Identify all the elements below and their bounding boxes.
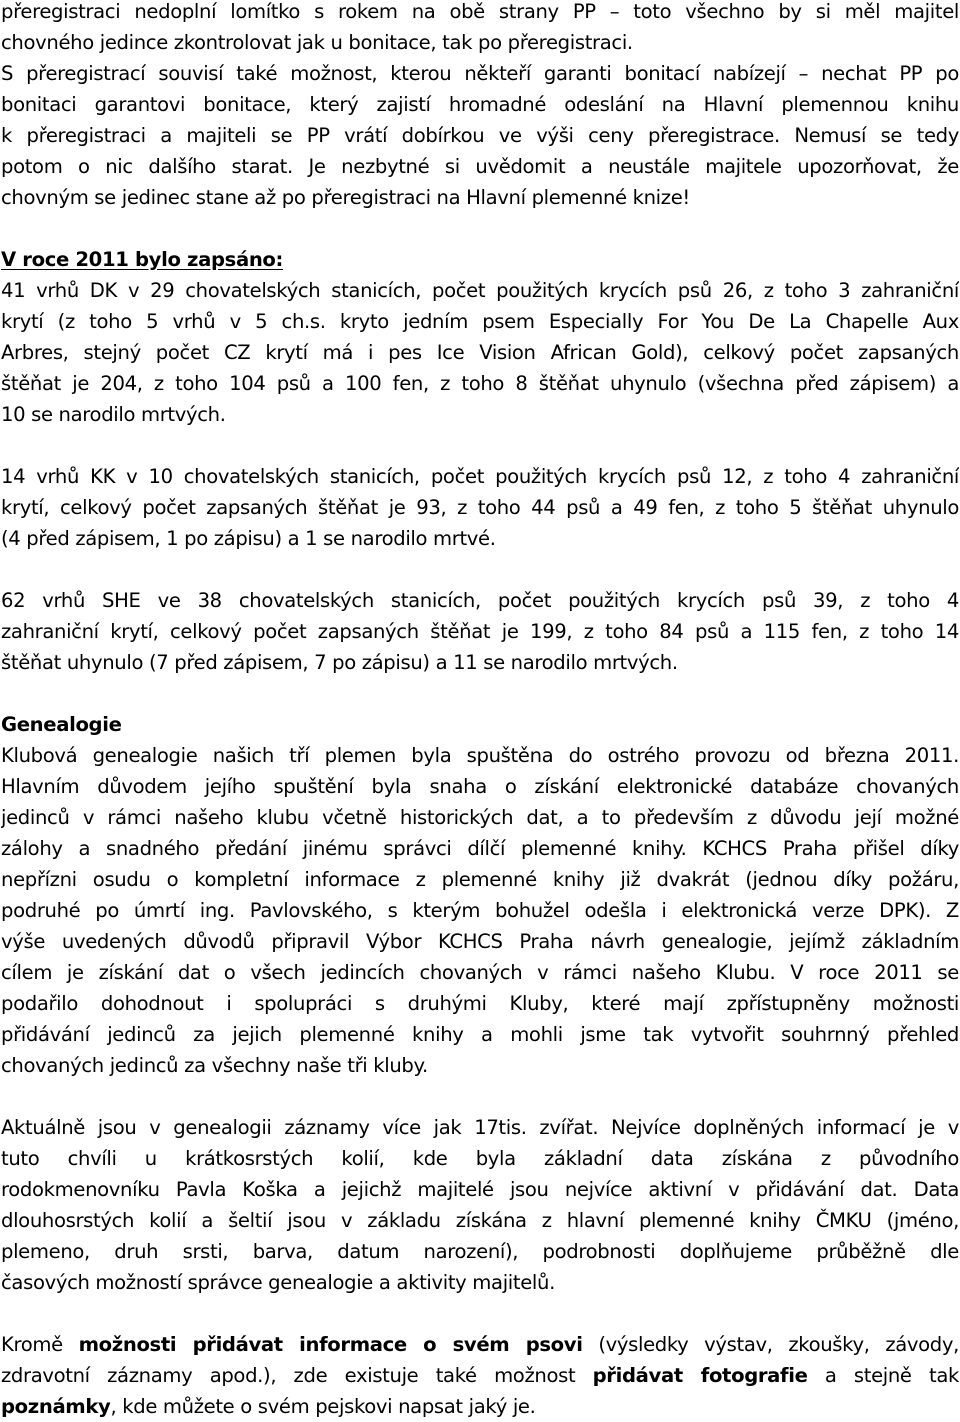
text-run: a stejně tak xyxy=(807,1364,959,1387)
emphasis-notes: poznámky xyxy=(1,1395,111,1418)
text-line: štěňat uhynulo (7 před zápisem, 7 po zápisu) a 11 se narodilo mrtvých. xyxy=(1,651,678,674)
text-run: Kromě xyxy=(1,1333,79,1356)
text-line: 14 vrhů KK v 10 chovatelských stanicích, počet použitých krycích psů 12, z toho 4 zahraniční xyxy=(1,465,959,488)
text-line xyxy=(1,1360,959,1391)
text-line: Arbres, stejný počet CZ krytí má i pes Ice Vision African Gold), celkový počet zapsaných xyxy=(1,341,959,364)
text-line: přidávání jedinců za jejich plemenné knihy a mohli jsme tak vytvořit souhrnný přehled xyxy=(1,1023,959,1046)
section-heading-genealogie: Genealogie xyxy=(1,713,122,736)
section-heading-2011: V roce 2011 bylo zapsáno: xyxy=(1,248,284,271)
text-run: zdravotní záznamy apod.), zde existuje také možnost xyxy=(1,1364,593,1387)
document-page xyxy=(1,0,959,1422)
text-line: Aktuálně jsou v genealogii záznamy více jak 17tis. zvířat. Nejvíce doplněných informací je v xyxy=(1,1116,959,1139)
paragraph-spacer xyxy=(1,1298,959,1329)
text-line: Hlavním důvodem jejího spuštění byla snaha o získání elektronické databáze chovaných xyxy=(1,775,959,798)
text-line: cílem je získání dat o všech jedincích chovaných v rámci našeho Klubu. V roce 2011 se xyxy=(1,961,959,984)
paragraph-genealogie-features xyxy=(1,1329,959,1422)
text-line: tuto chvíli u krátkosrstých kolií, kde byla základní data získána z původního xyxy=(1,1147,959,1170)
paragraph-dk-stats xyxy=(1,275,959,430)
text-line: jedinců v rámci našeho klubu včetně historických dat, a to především z důvodu její možné xyxy=(1,806,959,829)
paragraph-spacer xyxy=(1,430,959,461)
text-line: (4 před zápisem, 1 po zápisu) a 1 se narodilo mrtvé. xyxy=(1,527,496,550)
text-line: dlouhosrstých kolií a šeltií jsou v základu získána z hlavní plemenné knihy ČMKU (jméno, xyxy=(1,1209,959,1232)
text-line: rodokmenovníku Pavla Koška a jejichž majitelé jsou nejvíce aktivní v přidávání dat. Data xyxy=(1,1178,959,1201)
paragraph-preregistrace-garant xyxy=(1,58,959,213)
paragraph-spacer xyxy=(1,213,959,244)
text-line: krytí, celkový počet zapsaných štěňat je 93, z toho 44 psů a 49 fen, z toho 5 štěňat uhynulo xyxy=(1,496,959,519)
text-line: S přeregistrací souvisí také možnost, kterou někteří garanti bonitací nabízejí – nechat PP po xyxy=(1,62,959,85)
paragraph-spacer xyxy=(1,554,959,585)
text-line xyxy=(1,1391,959,1422)
paragraph-she-stats xyxy=(1,585,959,678)
paragraph-genealogie-intro xyxy=(1,740,959,1081)
paragraph-genealogie-current xyxy=(1,1112,959,1298)
text-line: 10 se narodilo mrtvých. xyxy=(1,403,226,426)
text-line: štěňat je 204, z toho 104 psů a 100 fen, z toho 8 štěňat uhynulo (všechna před zápisem) a xyxy=(1,372,959,395)
emphasis-add-photos: přidávat fotografie xyxy=(592,1364,808,1387)
text-line: plemeno, druh srsti, barva, datum narození), podrobnosti doplňujeme průběžně dle xyxy=(1,1240,959,1263)
text-line xyxy=(1,1329,959,1360)
text-line: přeregistraci nedoplní lomítko s rokem na obě strany PP – toto všechno by si měl majitel xyxy=(1,0,959,23)
text-line: krytí (z toho 5 vrhů v 5 ch.s. kryto jedním psem Especially For You De La Chapelle Aux xyxy=(1,310,959,333)
paragraph-kk-stats xyxy=(1,461,959,554)
text-line: nepřízni osudu o kompletní informace z plemenné knihy již dvakrát (jednou díky požáru, xyxy=(1,868,959,891)
text-line: k přeregistraci a majiteli se PP vrátí dobírkou ve výši ceny přeregistrace. Nemusí se tedy xyxy=(1,124,959,147)
text-line: časových možností správce genealogie a aktivity majitelů. xyxy=(1,1271,555,1294)
text-line: zahraniční krytí, celkový počet zapsaných štěňat je 199, z toho 84 psů a 115 fen, z toho 14 xyxy=(1,620,959,643)
text-line: zálohy a snadného předání jinému správci dílčí plemenné knihy. KCHCS Praha přišel díky xyxy=(1,837,959,860)
paragraph-preregistrace-check xyxy=(1,0,959,58)
text-line: chovaných jedinců za všechny naše tři kluby. xyxy=(1,1054,428,1077)
text-line: chovným se jedinec stane až po přeregistraci na Hlavní plemenné knize! xyxy=(1,186,690,209)
paragraph-spacer xyxy=(1,1081,959,1112)
text-line: podařilo dohodnout i spolupráci s druhými Kluby, které mají zpřístupněny možnosti xyxy=(1,992,959,1015)
text-line: chovného jedince zkontrolovat jak u bonitace, tak po přeregistraci. xyxy=(1,31,633,54)
text-line: bonitaci garantovi bonitace, který zajistí hromadné odeslání na Hlavní plemennou knihu xyxy=(1,93,959,116)
text-line: podruhé po úmrtí ing. Pavlovského, s kterým bohužel odešla i elektronická verze DPK). Z xyxy=(1,899,959,922)
text-line: potom o nic dalšího starat. Je nezbytné si uvědomit a neustále majitele upozorňovat, že xyxy=(1,155,959,178)
emphasis-add-info: možnosti přidávat informace o svém psovi xyxy=(78,1333,583,1356)
text-run: (výsledky výstav, zkoušky, závody, xyxy=(582,1333,959,1356)
text-line: výše uvedených důvodů připravil Výbor KCHCS Praha návrh genealogie, jejímž základním xyxy=(1,930,959,953)
text-line: 41 vrhů DK v 29 chovatelských stanicích, počet použitých krycích psů 26, z toho 3 zahraniční xyxy=(1,279,959,302)
text-line: Klubová genealogie našich tří plemen byla spuštěna do ostrého provozu od března 2011. xyxy=(1,744,959,767)
text-line: 62 vrhů SHE ve 38 chovatelských stanicích, počet použitých krycích psů 39, z toho 4 xyxy=(1,589,959,612)
text-run: , kde můžete o svém pejskovi napsat jaký je. xyxy=(110,1395,536,1418)
paragraph-spacer xyxy=(1,678,959,709)
